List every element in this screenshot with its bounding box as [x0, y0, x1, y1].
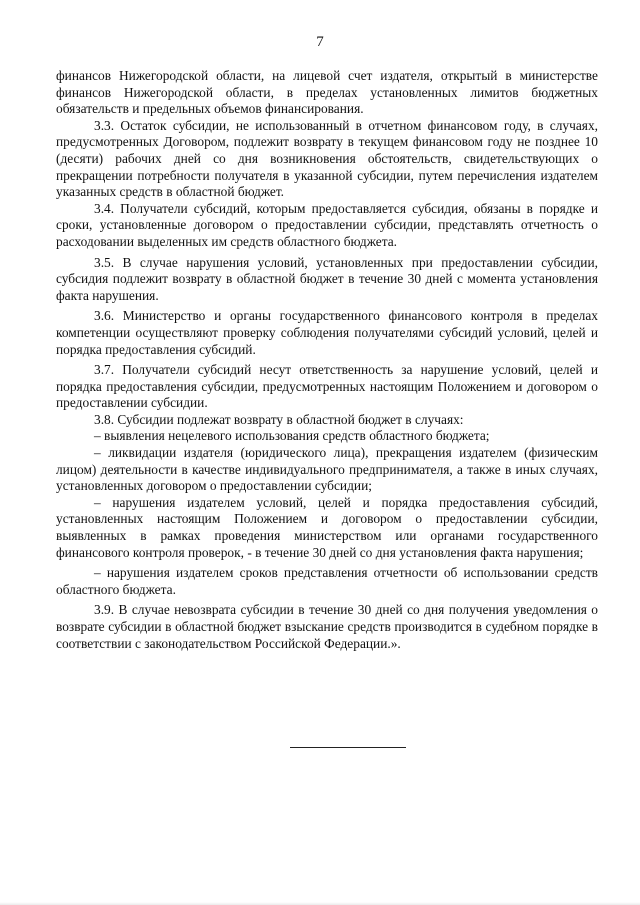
- page-number: 7: [316, 34, 324, 50]
- paragraph-3-9: 3.9. В случае невозврата субсидии в течение 30 дней со дня получения уведомления о возврате субсидии в областной бюджет взыскание средств производится в судебном порядке в соответствии с законодательством Российской Федерации.».: [56, 602, 598, 651]
- paragraph-3-7: 3.7. Получатели субсидий несут ответственность за нарушение условий, целей и порядка предоставления субсидии, предусмотренных настоящим Положением и договором о предоставлении субсидии.: [56, 362, 598, 411]
- paragraph-3-5: 3.5. В случае нарушения условий, установленных при предоставлении субсидии, субсидия подлежит возврату в областной бюджет в течение 30 дней с момента установления факта нарушения.: [56, 254, 598, 303]
- list-item-violation: – нарушения издателем условий, целей и порядка предоставления субсидий, установленных настоящим Положением и договором о предоставлении субсидии, выявленных в рамках проведения министерством или органами государственного финансового контроля проверок, - в течение 30 дней со дня установления факта нарушения;: [56, 494, 598, 560]
- paragraph-3-3: 3.3. Остаток субсидии, не использованный в отчетном финансовом году, в случаях, предусмотренных Договором, подлежит возврату в текущем финансовом году не позднее 10 (десяти) рабочих дней со дня возникновения обстоятельств, свидетельствующих о прекращении потребности получателя в указанной субсидии, путем перечисления издателем указанных средств в областной бюджет.: [56, 117, 598, 200]
- document-body: [56, 68, 598, 652]
- paragraph-continuation: финансов Нижегородской области, на лицевой счет издателя, открытый в министерстве финансов Нижегородской области, в пределах установленных лимитов бюджетных обязательств и предельных объемов финансирования.: [56, 68, 598, 117]
- paragraph-3-4: 3.4. Получатели субсидий, которым предоставляется субсидия, обязаны в порядке и сроки, установленные договором о предоставлении субсидии, представлять отчетность о расходовании выделенных им средств областного бюджета.: [56, 200, 598, 249]
- list-item-misuse: – выявления нецелевого использования средств областного бюджета;: [94, 428, 490, 444]
- paragraph-3-6: 3.6. Министерство и органы государственного финансового контроля в пределах компетенции осуществляют проверку соблюдения получателями субсидий условий, целей и порядка предоставления субсидий.: [56, 308, 598, 357]
- closing-rule: [290, 747, 406, 748]
- list-item-reporting: – нарушения издателем сроков представления отчетности об использовании средств областного бюджета.: [56, 565, 598, 597]
- paragraph-3-8: 3.8. Субсидии подлежат возврату в областной бюджет в случаях:: [94, 411, 464, 427]
- list-item-liquidation: – ликвидации издателя (юридического лица), прекращения издателем (физическим лицом) деятельности в качестве индивидуального предпринимателя, а также в иных случаях, установленных договором о предоставлении субсидии;: [56, 445, 598, 494]
